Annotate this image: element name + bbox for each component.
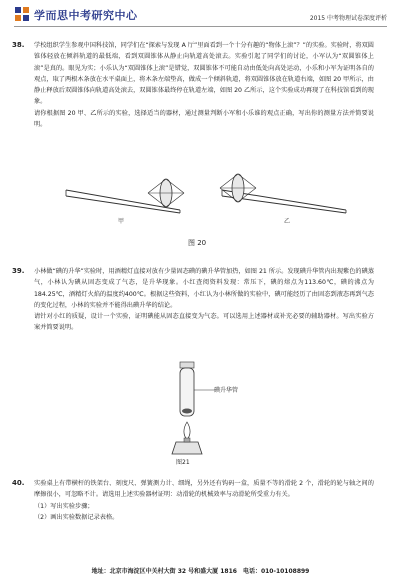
double-cone-b bbox=[220, 174, 256, 202]
alcohol-lamp bbox=[172, 442, 202, 454]
question-number: 38. bbox=[12, 41, 25, 49]
figure-20 bbox=[62, 170, 352, 232]
logo-icon bbox=[14, 6, 30, 22]
logo-text: 学而思中考研究中心 bbox=[34, 9, 138, 22]
question-prompt: 请针对小红的质疑，设计一个实验，证明碘能从固态直接变为气态。可以选用上述器材或补充必要的辅助器材。写出实验方案并简要说明。 bbox=[34, 313, 374, 332]
question-number: 39. bbox=[12, 267, 25, 275]
iodine-solid bbox=[182, 409, 192, 414]
figure-20-label-b: 乙 bbox=[284, 218, 291, 225]
figure-21-title: 图21 bbox=[176, 459, 190, 466]
figure-20-title: 图 20 bbox=[188, 239, 207, 247]
header-subtitle: 2015 中考物理试卷深度评析 bbox=[309, 15, 387, 22]
clamp bbox=[180, 362, 194, 368]
question-text: 小林做“碘的升华”实验时，用酒精灯直接对放有少量固态碘的碘升华管加热，如图 21 所示。发现碘升华管内出现紫色的碘蒸气，小林认为碘从固态变成了气态，是升华现象。小红查阅资料发现：常压下，碘的熔点为113.60℃，碘的沸点为184.25℃，酒精灯火焰的温度约400℃。根据这些资料，小红认为小林所做的实验中，碘可能经历了由固态到液态再到气态的变化过程，小林的实验并不能得出碘升华的结论。 bbox=[34, 268, 374, 309]
question-text: 实验桌上有带横杆的铁架台、刻度尺、弹簧测力计、细绳，另外还有钩码一盒，质量不等的滑轮 2 个，滑轮的轮与轴之间的摩擦很小，可忽略不计。请选用上述实验器材证明：动滑轮的机械效率与动滑轮所受重力有关。 bbox=[34, 480, 374, 499]
figure-20-drawing bbox=[62, 170, 352, 220]
question-item-1: （1）写出实验步骤； bbox=[34, 502, 94, 510]
figure-21 bbox=[162, 360, 252, 468]
tube-label: 碘升华管 bbox=[214, 387, 239, 394]
question-38 bbox=[12, 40, 374, 130]
page-footer: 地址：北京市海淀区中关村大街 32 号和盛大厦 1816 电话：010-10108899 bbox=[91, 568, 310, 575]
question-item-2: （2）画出实验数据记录表格。 bbox=[34, 513, 119, 521]
figure-20-label-a: 甲 bbox=[118, 218, 125, 225]
question-39 bbox=[12, 266, 374, 334]
question-text: 学校组织学生参观中国科技馆，同学们在“探索与发现 A 厅”里面看到一个十分有趣的“物体上滚”？”的实验。实验时，将双圆锥体轻放在倾斜轨道的最低端，看到双圆锥体从静止向轨道高处滚去。实验引起了同学们的讨论，小军认为“双圆锥体上滚”是真的。眼见为实；小乐认为“双圆锥体上滚”是错觉，双圆锥体不可能自动由低处向高处运动，小乐和小军为证明各自的观点，取了两根木条放在水平桌面上，将木条左端垫高，做成一个倾斜轨道，将双圆锥体放在轨道右端，如图 20 甲所示，由静止释放后双圆锥体向轨道高处滚去，双圆锥体最终停在轨道左端，如图 20 乙所示，这个实验成功再现了在科技馆看到的现象。 bbox=[34, 42, 374, 106]
flame-icon bbox=[184, 422, 190, 440]
question-40 bbox=[12, 478, 374, 523]
double-cone-a bbox=[148, 179, 184, 207]
page-header bbox=[14, 4, 387, 27]
question-number: 40. bbox=[12, 479, 25, 487]
question-prompt: 请你根据图 20 甲、乙所示的实验，选择适当的器材，通过测量判断小军和小乐谁的观点正确，写出你的测量方法并简要说明。 bbox=[34, 109, 374, 129]
figure-21-drawing bbox=[162, 360, 252, 456]
